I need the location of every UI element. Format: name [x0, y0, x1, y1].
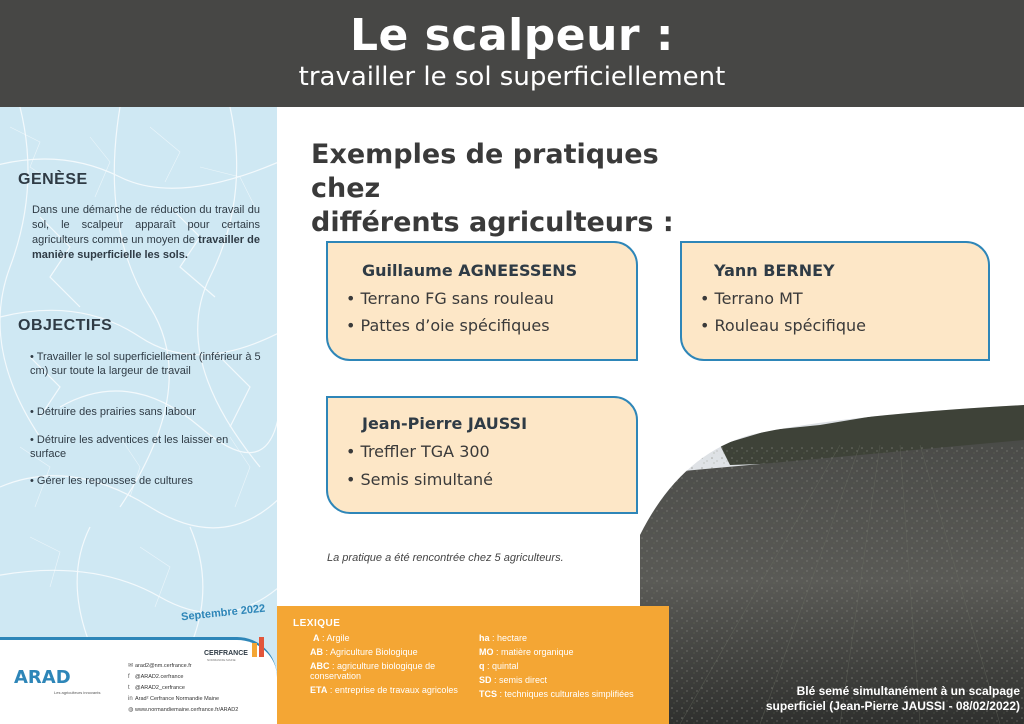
cerfrance-mark-icon	[252, 637, 264, 657]
practice-note: La pratique a été rencontrée chez 5 agriculteurs.	[327, 552, 564, 564]
objectif-item: • Gérer les repousses de cultures	[30, 475, 193, 487]
linkedin-icon: in	[128, 696, 133, 702]
date-label: Septembre 2022	[180, 602, 266, 624]
mail-icon: ✉	[128, 663, 134, 669]
lexique-entry: MO : matière organique	[479, 647, 574, 657]
page-subtitle: travailler le sol superficiellement	[298, 62, 726, 92]
practice-item: • Rouleau spécifique	[700, 316, 866, 335]
lexique-entry: ha : hectare	[479, 633, 528, 643]
lexique-entry: AB : Agriculture Biologique	[310, 647, 418, 657]
objectif-item: • Détruire les adventices et les laisser en surface	[30, 434, 229, 460]
arad-logo-tagline: Les agriculteurs innovants	[54, 690, 101, 695]
contact-twitter[interactable]: t @ARAD2_cerfrance	[128, 685, 185, 691]
page-title: Le scalpeur :	[349, 10, 675, 61]
contact-facebook[interactable]: f @ARAD2.cerfrance	[128, 674, 184, 680]
lexique-entry: SD : semis direct	[479, 675, 548, 685]
web-icon: ◍	[128, 707, 134, 713]
lexique-panel	[277, 606, 669, 724]
farmer-card-berney	[680, 241, 990, 361]
field-photo	[640, 385, 1024, 724]
objectif-item: • Travailler le sol superficiellement (inférieur à 5 cm) sur toute la largeur de travail	[30, 351, 261, 377]
cerfrance-logo-sub: NORMANDIE MAINE	[207, 658, 236, 662]
genese-title: GENÈSE	[18, 171, 88, 188]
contact-website[interactable]: ◍ www.normandiemaine.cerfrance.fr/ARAD2	[128, 707, 239, 713]
practice-item: • Terrano FG sans rouleau	[346, 289, 554, 308]
lexique-title: LEXIQUE	[293, 618, 341, 629]
cerfrance-logo: CERFRANCE	[204, 650, 248, 657]
farmer-card-agneessens	[326, 241, 638, 361]
arad-logo: ARAD	[14, 667, 71, 688]
contact-linkedin[interactable]: in Arad² Cerfrance Normandie Maine	[128, 696, 220, 702]
farmer-name: Guillaume AGNEESSENS	[362, 261, 578, 280]
genese-text: Dans une démarche de réduction du travail du sol, le scalpeur apparaît pour certains agriculteurs comme un moyen de travailler de manière superficielle les sols.	[32, 204, 261, 261]
objectifs-title: OBJECTIFS	[18, 317, 113, 334]
farmer-name: Yann BERNEY	[714, 261, 835, 280]
facebook-icon: f	[128, 674, 130, 680]
practice-item: • Treffler TGA 300	[346, 442, 490, 461]
header-banner	[0, 0, 1024, 107]
photo-caption: Blé semé simultanément à un scalpage superficiel (Jean-Pierre JAUSSI - 08/02/2022)	[765, 684, 1020, 713]
practice-item: • Terrano MT	[700, 289, 803, 308]
sidebar	[0, 107, 277, 724]
practice-item: • Semis simultané	[346, 470, 493, 489]
farmer-name: Jean-Pierre JAUSSI	[362, 414, 528, 433]
lexique-entry: ETA : entreprise de travaux agricoles	[310, 685, 458, 695]
lexique-entry: TCS : techniques culturales simplifiées	[479, 689, 634, 699]
farmer-card-jaussi	[326, 396, 638, 514]
objectif-item: • Détruire des prairies sans labour	[30, 406, 196, 418]
practice-item: • Pattes d’oie spécifiques	[346, 316, 550, 335]
section-heading: Exemples de pratiques chez différents agriculteurs :	[311, 139, 674, 238]
lexique-entry: A : Argile	[313, 633, 350, 643]
lexique-entry: ABC : agriculture biologique de conservation	[310, 661, 436, 681]
contact-email[interactable]: ✉ arad2@nm.cerfrance.fr	[128, 663, 192, 669]
twitter-icon: t	[128, 685, 130, 691]
lexique-entry: q : quintal	[479, 661, 519, 671]
